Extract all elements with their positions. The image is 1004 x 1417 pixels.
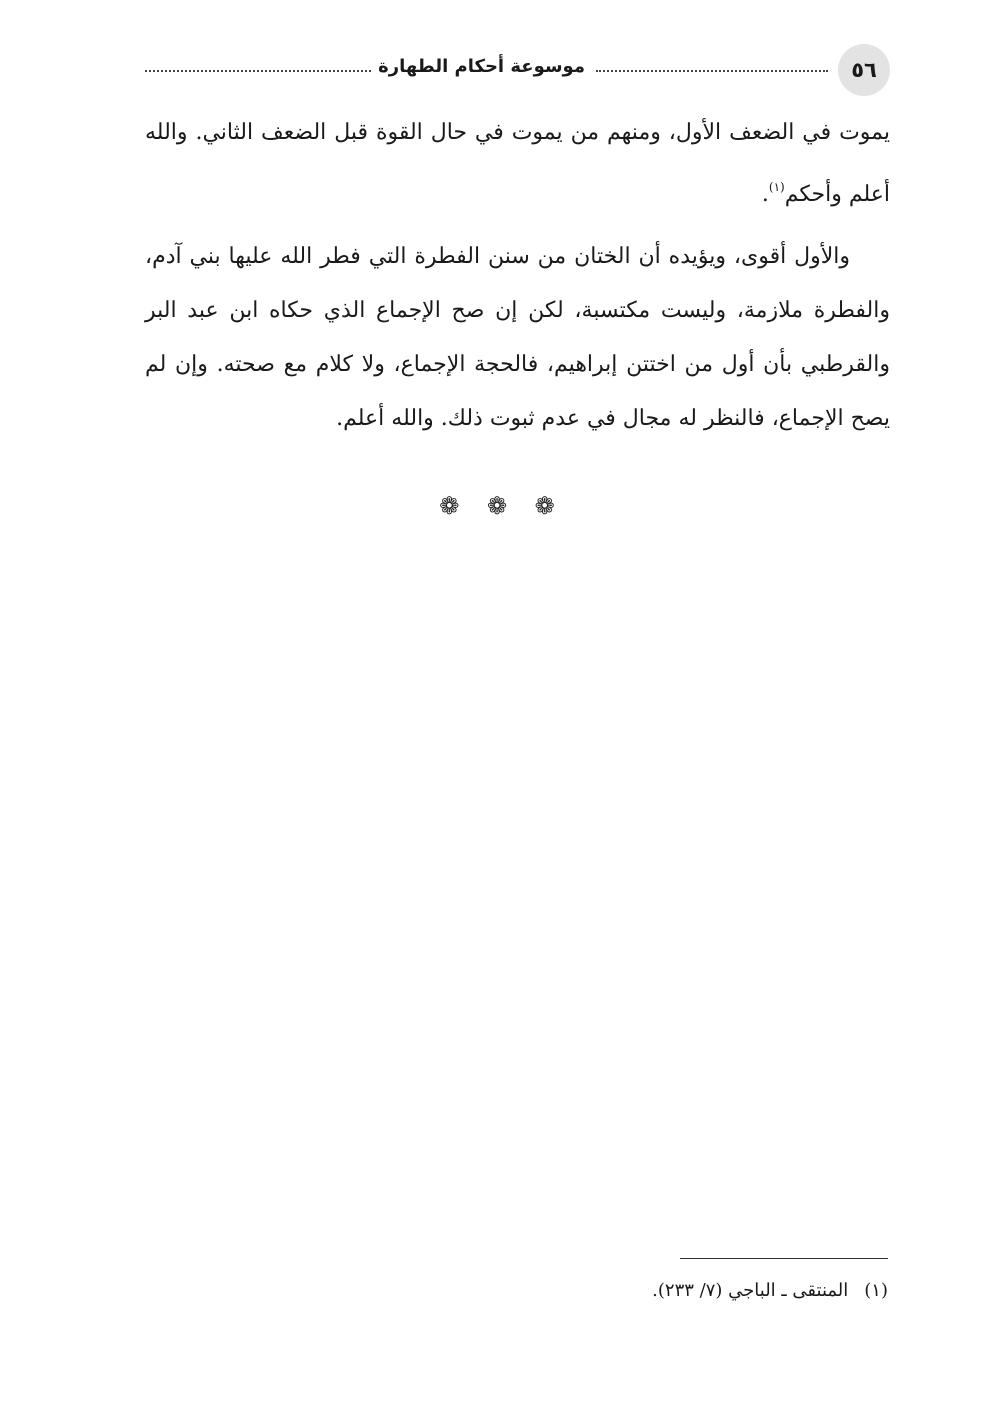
paragraph-2: والأول أقوى، ويؤيده أن الختان من سنن الفطرة التي فطر الله عليها بني آدم، والفطرة ملازمة، وليست مكتسبة، لكن إن صح الإجماع الذي حكاه ابن عبد البر والقرطبي بأن أول من اختتن إبراهيم، فالحجة الإجماع، ولا كلام مع صحته. وإن لم يصح الإجماع، فالنظر له مجال في عدم ثبوت ذلك. والله أعلم. (145, 244, 890, 431)
footnote-text: المنتقى ـ الباجي (٧/ ٢٣٣). (652, 1280, 849, 1301)
paragraph-1 (145, 106, 890, 222)
paragraph-1-text: يموت في الضعف الأول، ومنهم من يموت في حال القوة قبل الضعف الثاني. والله أعلم وأحكم (145, 120, 890, 207)
running-title: موسوعة أحكام الطهارة (378, 56, 585, 77)
page-header (145, 44, 890, 96)
section-ornament: ❁ ❁ ❁ (439, 492, 565, 520)
page-number: ٥٦ (838, 44, 890, 96)
paragraph-1-end: . (761, 182, 769, 207)
header-dotted-leader-right (596, 70, 828, 72)
main-text (145, 106, 890, 446)
footnote (500, 1276, 888, 1306)
footnote-reference[interactable]: (١) (768, 180, 785, 194)
header-dotted-leader-left (145, 70, 371, 72)
footnote-number: (١) (864, 1280, 888, 1301)
footnote-separator (680, 1258, 888, 1259)
